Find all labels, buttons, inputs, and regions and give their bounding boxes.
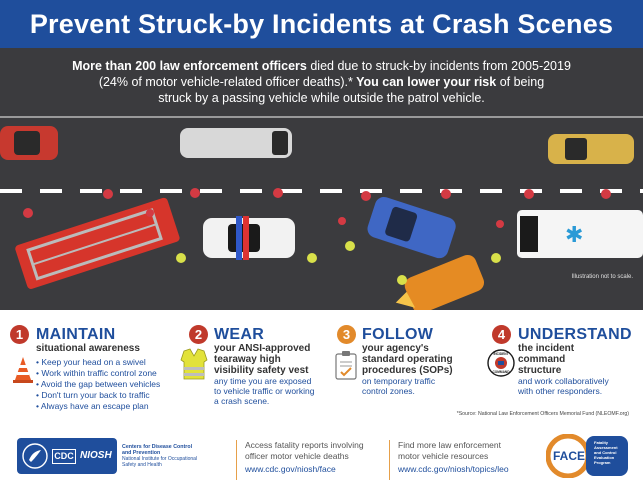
steps-section [0,310,643,430]
step-title-wear: WEAR [214,326,265,343]
agency-line: National Institute for Occupational [122,456,198,462]
clipboard-icon [334,350,358,380]
footer-divider [389,440,390,480]
step-title-understand: UNDERSTAND [518,326,632,343]
traffic-cone-icon [12,356,34,384]
understand-text-line: and work collaboratively [518,376,609,386]
leo-link[interactable]: www.cdc.gov/niosh/topics/leo [398,464,509,474]
step-text-understand [518,376,609,396]
step-text-follow [362,376,435,396]
follow-subtitle-line: your agency's [362,343,429,354]
step-text-wear [214,376,314,406]
face-line: Assessment [594,445,618,450]
police-car [203,216,295,260]
step-title-maintain: MAINTAIN [36,326,116,343]
follow-subtitle-line: standard operating [362,354,453,365]
list-item: • Avoid the gap between vehicles [36,379,160,390]
vehicles-illustration [0,48,643,310]
footer-divider [236,440,237,480]
face-program-logo [546,434,630,478]
wear-text-line: a crash scene. [214,396,270,406]
step-number-2: 2 [189,325,208,344]
niosh-logo-text: NIOSH [80,450,112,461]
cdc-logo-text: CDC [52,449,76,464]
safety-vest-icon [180,348,208,380]
maintain-bullet-list [36,357,160,412]
intro-line2: (24% of motor vehicle-related officer deaths).* [98,75,353,89]
step-subtitle-maintain: situational awareness [36,343,140,354]
wear-text-line: any time you are exposed [214,376,312,386]
svg-text:✱: ✱ [565,223,584,248]
face-program-name [594,440,618,465]
intro-line3: struck by a passing vehicle while outside the patrol vehicle. [158,91,485,105]
step-number-4: 4 [492,325,511,344]
understand-text-line: with other responders. [518,386,603,396]
face-line: Evaluation [594,455,615,460]
footer-text-line: Find more law enforcement [398,440,501,450]
face-line: Fatality [594,440,609,445]
follow-subtitle-line: procedures (SOPs) [362,365,453,376]
face-line: and Control [594,450,617,455]
intro-line1-bold: More than 200 law enforcement officers [72,59,307,73]
page-title: Prevent Struck-by Incidents at Crash Scenes [29,8,614,39]
face-logo-text: FACE [553,449,586,463]
step-number-1: 1 [10,325,29,344]
follow-text-line: on temporary traffic [362,376,436,386]
badge-bottom-label: COMMAND [492,370,510,374]
understand-subtitle-line: command [518,354,566,365]
wear-subtitle-line: tearaway high [214,354,281,365]
crash-scene-illustration [0,48,643,310]
agency-line: Centers for Disease Control [122,444,193,450]
badge-top-label: INCIDENT [493,352,509,356]
step-title-follow: FOLLOW [362,326,434,343]
agency-line: Safety and Health [122,462,162,468]
hhs-eagle-icon [22,443,48,469]
blue-car [365,195,458,261]
step-subtitle-follow [362,343,453,376]
footer [0,430,643,497]
fire-truck [14,197,180,290]
leo-resources-text [398,440,501,462]
footer-text-line: motor vehicle resources [398,451,489,461]
scale-note: Illustration not to scale. [571,274,633,280]
footer-text-line: officer motor vehicle deaths [245,451,349,461]
intro-line2-bold: You can lower your risk [352,75,497,89]
list-item: • Keep your head on a swivel [36,357,160,368]
understand-subtitle-line: the incident [518,343,575,354]
footer-text-line: Access fatality reports involving [245,440,364,450]
fatality-reports-text [245,440,364,462]
intro-line2-rest: of being [496,75,545,89]
face-line: Program [594,460,611,465]
follow-text-line: control zones. [362,386,415,396]
cdc-niosh-logo [17,438,117,474]
face-link[interactable]: www.cdc.gov/niosh/face [245,464,336,474]
wear-subtitle-line: visibility safety vest [214,365,309,376]
ambulance [517,210,643,258]
step-number-3: 3 [337,325,356,344]
source-note: *Source: National Law Enforcement Officers Memorial Fund (NLEOMF.org) [456,411,629,417]
step-subtitle-understand [518,343,574,376]
agency-name [122,444,197,468]
wear-subtitle-line: your ANSI-approved [214,343,311,354]
list-item: • Don't turn your back to traffic [36,390,160,401]
list-item: • Work within traffic control zone [36,368,160,379]
list-item: • Always have an escape plan [36,401,160,412]
agency-line: and Prevention [122,450,161,456]
yellow-car-top-right [548,134,634,164]
wear-text-line: to vehicle traffic or working [214,386,315,396]
understand-subtitle-line: structure [518,365,562,376]
white-van-top [180,128,292,158]
step-subtitle-wear [214,343,310,376]
red-car-top-left [0,126,58,160]
intro-line1-rest: died due to struck-by incidents from 2005-2019 [306,59,571,73]
header-banner [0,0,643,48]
